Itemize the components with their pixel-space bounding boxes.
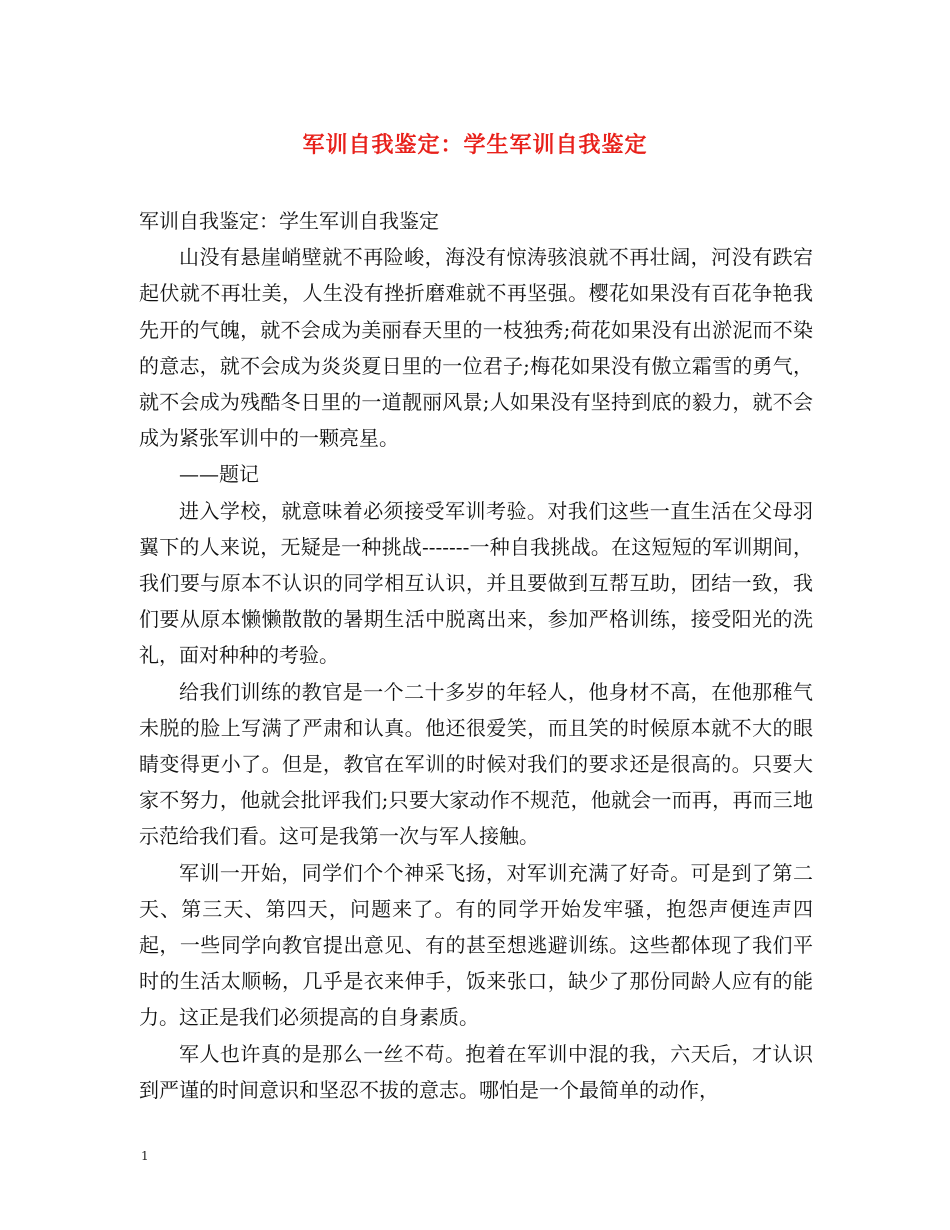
document-body (139, 203, 813, 1108)
document-title: 军训自我鉴定：学生军训自我鉴定 (302, 132, 648, 158)
paragraph: 军训一开始，同学们个个神采飞扬，对军训充满了好奇。可是到了第二天、第三天、第四天，问题来了。有的同学开始发牢骚，抱怨声便连声四起，一些同学向教官提出意见、有的甚至想逃避训练。这些都体现了我们平时的生活太顺畅，几乎是衣来伸手，饭来张口，缺少了那份同龄人应有的能力。这正是我们必须提高的自身素质。 (139, 860, 813, 1030)
paragraph: 给我们训练的教官是一个二十多岁的年轻人，他身材不高，在他那稚气未脱的脸上写满了严肃和认真。他还很爱笑，而且笑的时候原本就不大的眼睛变得更小了。但是，教官在军训的时候对我们的要求还是很高的。只要大家不努力，他就会批评我们;只要大家动作不规范，他就会一而再，再而三地示范给我们看。这可是我第一次与军人接触。 (139, 679, 813, 849)
paragraph-epigraph-note: ——题记 (179, 462, 259, 487)
paragraph-heading: 军训自我鉴定：学生军训自我鉴定 (139, 209, 439, 233)
paragraph: 进入学校，就意味着必须接受军训考验。对我们这些一直生活在父母羽翼下的人来说，无疑是一种挑战-------一种自我挑战。在这短短的军训期间，我们要与原本不认识的同学相互认识，并且要做到互帮互助，团结一致，我们要从原本懒懒散散的暑期生活中脱离出来，参加严格训练，接受阳光的洗礼，面对种种的考验。 (139, 498, 813, 668)
paragraph: 军人也许真的是那么一丝不苟。抱着在军训中混的我，六天后，才认识到严谨的时间意识和坚忍不拔的意志。哪怕是一个最简单的动作， (139, 1041, 813, 1102)
page-number: 1 (141, 1149, 149, 1163)
paragraph: 山没有悬崖峭壁就不再险峻，海没有惊涛骇浪就不再壮阔，河没有跌宕起伏就不再壮美，人生没有挫折磨难就不再坚强。樱花如果没有百花争艳我先开的气魄，就不会成为美丽春天里的一枝独秀;荷花如果没有出淤泥而不染的意志，就不会成为炎炎夏日里的一位君子;梅花如果没有傲立霜雪的勇气，就不会成为残酷冬日里的一道靓丽风景;人如果没有坚持到底的毅力，就不会成为紧张军训中的一颗亮星。 (139, 245, 813, 451)
